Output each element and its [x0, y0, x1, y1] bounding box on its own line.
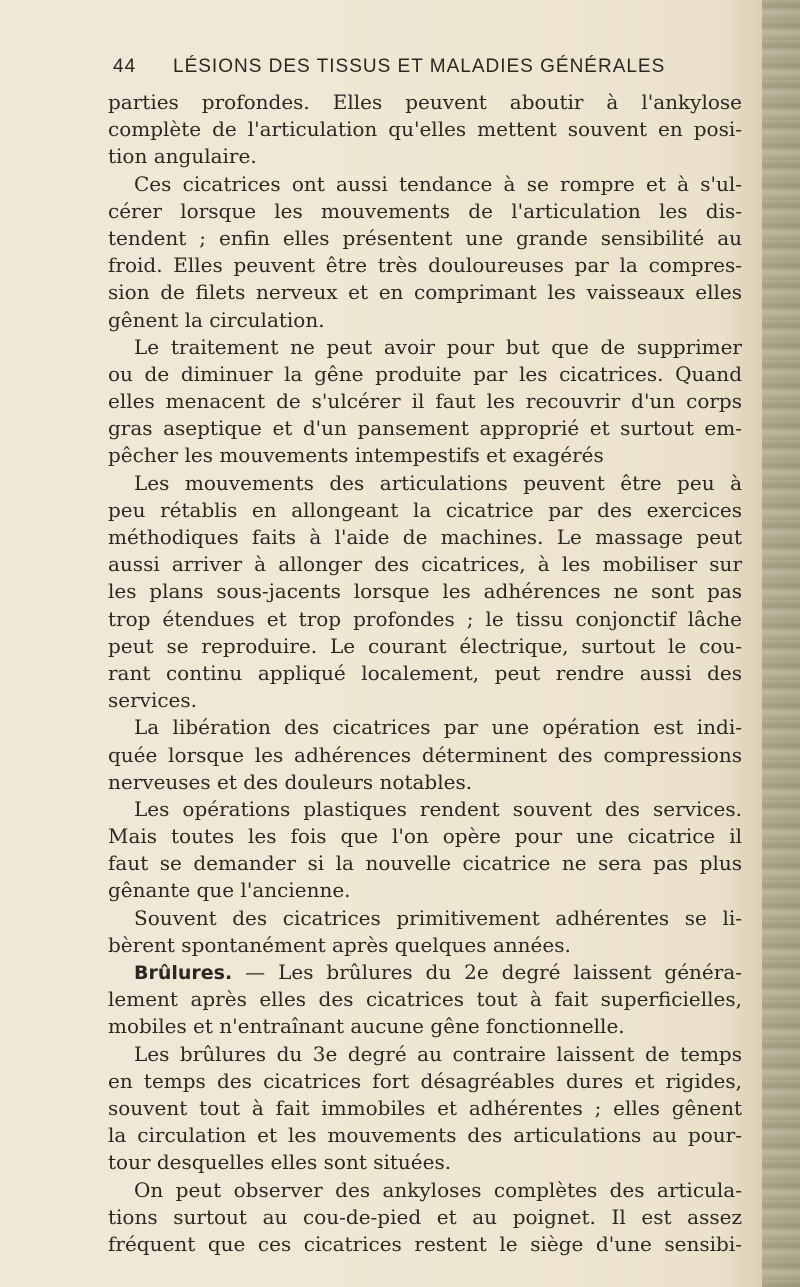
text-line: en temps des cicatrices fort désagréables dures et rigides,	[108, 1068, 742, 1093]
text-line: peut se reproduire. Le courant électrique, surtout le cou-	[108, 633, 742, 658]
text-line: lement après elles des cicatrices tout à fait superficielles,	[108, 987, 742, 1012]
text-line: faut se demander si la nouvelle cicatrice ne sera pas plus	[108, 851, 742, 876]
text-line: bèrent spontanément après quelques années.	[108, 932, 571, 957]
running-header	[113, 56, 743, 84]
text-line: fréquent que ces cicatrices restent le siège d'une sensibi-	[108, 1231, 742, 1256]
text-line: pêcher les mouvements intempestifs et exagérés	[108, 443, 604, 468]
section-heading: Brûlures.	[134, 962, 233, 984]
text-line: froid. Elles peuvent être très douloureuses par la compres-	[108, 253, 742, 278]
body-text	[108, 89, 742, 1258]
text-line: aussi arriver à allonger des cicatrices, à les mobiliser sur	[108, 552, 742, 577]
text-line: la circulation et les mouvements des articulations au pour-	[108, 1123, 742, 1148]
text-line: Les opérations plastiques rendent souvent des services.	[134, 796, 742, 821]
text-line: Mais toutes les fois que l'on opère pour une cicatrice il	[108, 824, 742, 849]
text-line: tendent ; enfin elles présentent une grande sensibilité au	[108, 225, 742, 250]
text-line: Les mouvements des articulations peuvent être peu à	[134, 470, 742, 495]
page-edge-shadow	[762, 0, 800, 1287]
text-line: cérer lorsque les mouvements de l'articulation les dis-	[108, 198, 742, 223]
text-line: quée lorsque les adhérences déterminent des compressions	[108, 742, 742, 767]
text-line: souvent tout à fait immobiles et adhérentes ; elles gênent	[108, 1095, 742, 1120]
text-line: Ces cicatrices ont aussi tendance à se rompre et à s'ul-	[134, 171, 742, 196]
text-line: tour desquelles elles sont situées.	[108, 1150, 452, 1175]
text-line: peu rétablis en allongeant la cicatrice par des exercices	[108, 497, 742, 522]
text-line: La libération des cicatrices par une opération est indi-	[134, 715, 742, 740]
text-line: les plans sous-jacents lorsque les adhérences ne sont pas	[108, 579, 742, 604]
text-line: Souvent des cicatrices primitivement adhérentes se li-	[134, 905, 742, 930]
text-line: Le traitement ne peut avoir pour but que de supprimer	[134, 334, 742, 359]
text-span: — Les brûlures du 2e degré laissent généra-	[245, 960, 742, 984]
text-line: Les brûlures du 3e degré au contraire laissent de temps	[134, 1041, 742, 1066]
text-line: trop étendues et trop profondes ; le tissu conjonctif lâche	[108, 606, 742, 631]
text-line: gras aseptique et d'un pansement approprié et surtout em-	[108, 416, 742, 441]
text-line: ou de diminuer la gêne produite par les cicatrices. Quand	[108, 361, 742, 386]
text-line: nerveuses et des douleurs notables.	[108, 769, 473, 794]
page-number: 44	[113, 56, 137, 77]
text-line: tion angulaire.	[108, 144, 257, 169]
text-line: parties profondes. Elles peuvent aboutir à l'ankylose	[108, 90, 742, 114]
text-line: méthodiques faits à l'aide de machines. Le massage peut	[108, 525, 742, 549]
running-title: LÉSIONS DES TISSUS ET MALADIES GÉNÉRALES	[173, 56, 666, 77]
text-line: gênante que l'ancienne.	[108, 878, 351, 903]
section-line	[108, 959, 742, 986]
text-line: mobiles et n'entraînant aucune gêne fonctionnelle.	[108, 1014, 625, 1039]
text-line: complète de l'articulation qu'elles mettent souvent en posi-	[108, 117, 742, 142]
text-line: rant continu appliqué localement, peut rendre aussi des	[108, 660, 742, 685]
text-line: sion de filets nerveux et en comprimant les vaisseaux elles	[108, 280, 742, 305]
text-line: services.	[108, 688, 198, 713]
text-line: On peut observer des ankyloses complètes des articula-	[134, 1177, 742, 1202]
text-line: gênent la circulation.	[108, 307, 325, 332]
text-line: elles menacent de s'ulcérer il faut les recouvrir d'un corps	[108, 389, 742, 414]
text-line: tions surtout au cou-de-pied et au poignet. Il est assez	[108, 1204, 742, 1229]
